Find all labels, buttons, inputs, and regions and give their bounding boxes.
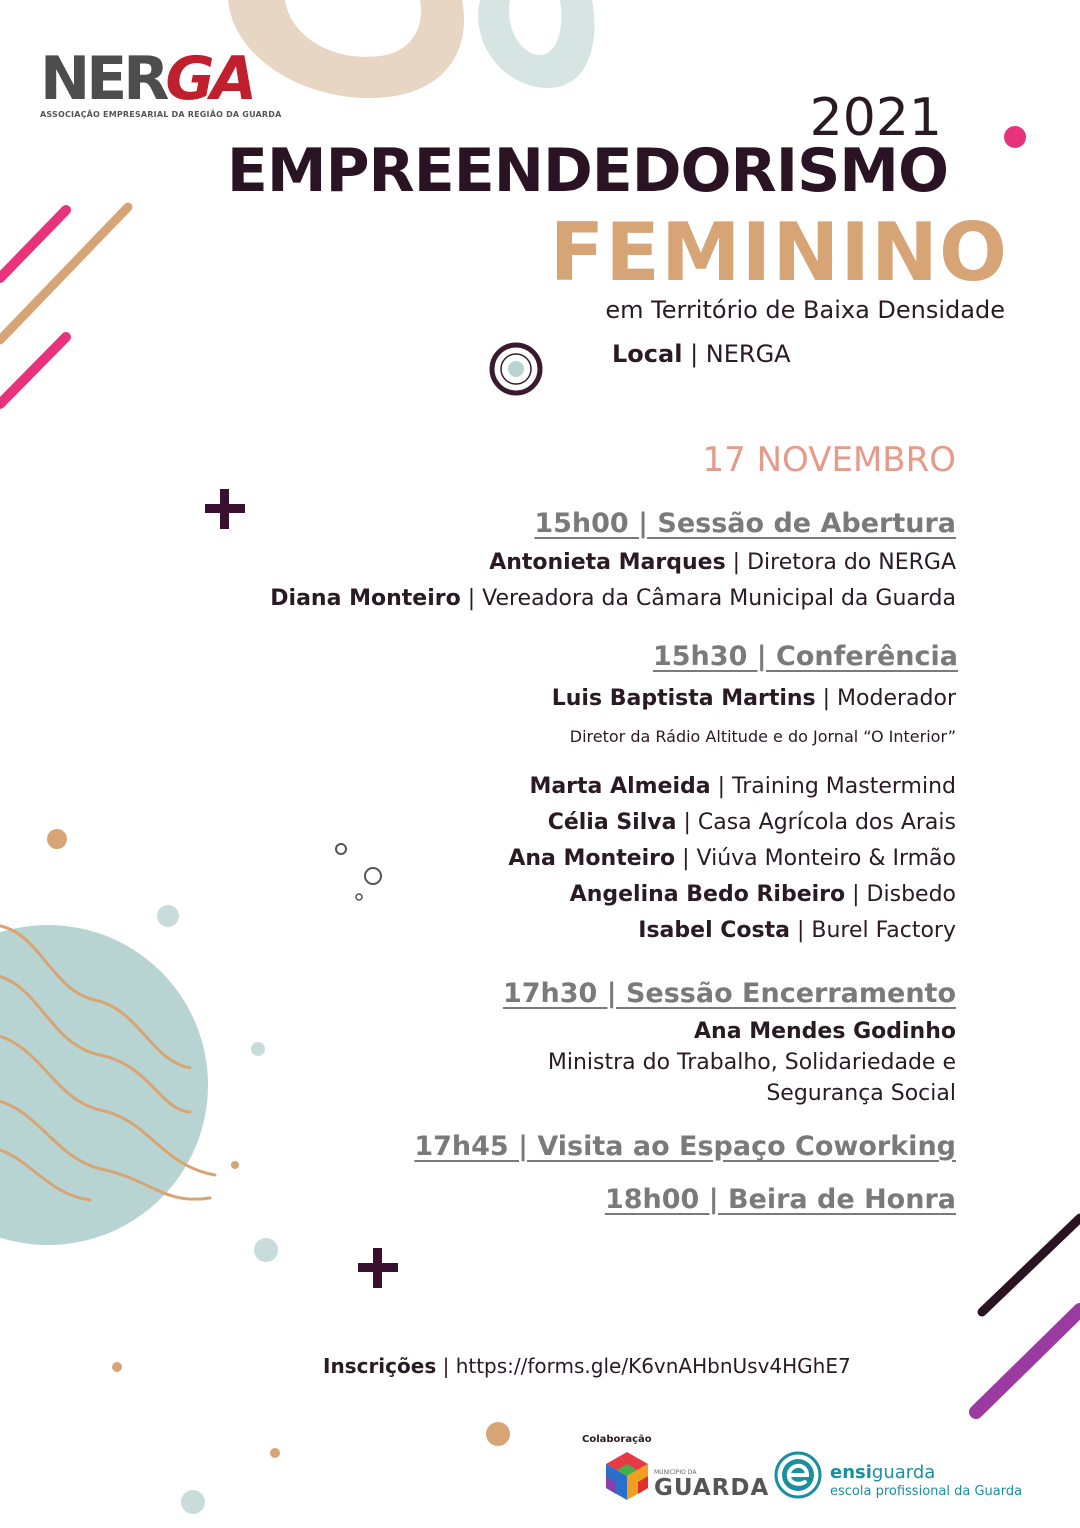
municipio-name: GUARDA xyxy=(654,1475,770,1501)
event-subtitle: em Território de Baixa Densidade xyxy=(605,296,1005,324)
pink-line-2 xyxy=(0,337,66,404)
speaker-line xyxy=(529,774,956,799)
speaker-role: | Moderador xyxy=(815,686,956,711)
speaker-line xyxy=(570,882,956,907)
location-value: NERGA xyxy=(705,340,791,368)
pink-line-1 xyxy=(0,210,66,278)
speaker-line xyxy=(548,810,956,835)
speaker-name: Ana Monteiro xyxy=(508,846,676,871)
speaker-role: | Viúva Monteiro & Irmão xyxy=(675,846,956,871)
session-honor-heading: 18h00 | Beira de Honra xyxy=(604,1184,956,1215)
speaker-line xyxy=(638,918,956,943)
teal-dot-3 xyxy=(254,1238,278,1262)
logo-part2: GA xyxy=(165,44,254,114)
speaker-role: | Disbedo xyxy=(845,882,956,907)
collaboration-label: Colaboração xyxy=(582,1434,652,1445)
logo-part1: NER xyxy=(40,44,166,114)
top-teal-shape xyxy=(478,0,594,88)
registration-link[interactable]: https://forms.gle/K6vnAHbnUsv4HGhE7 xyxy=(455,1354,851,1378)
speaker-role-line2: Segurança Social xyxy=(766,1081,956,1106)
speaker-name: Angelina Bedo Ribeiro xyxy=(569,882,846,907)
top-beige-shape xyxy=(228,0,464,98)
logo-tagline: ASSOCIAÇÃO EMPRESARIAL DA REGIÃO DA GUARDA xyxy=(40,110,282,119)
teal-dot-2 xyxy=(251,1042,265,1056)
municipio-small-text: MUNICÍPIO DA xyxy=(654,1469,697,1476)
municipio-cube-icon xyxy=(602,1450,652,1502)
teal-dot-1 xyxy=(157,905,179,927)
speaker-name: Luis Baptista Martins xyxy=(551,686,816,711)
speaker-line xyxy=(489,550,956,575)
registration-line xyxy=(323,1354,851,1378)
speaker-role: | Training Mastermind xyxy=(710,774,956,799)
session-closing-heading: 17h30 | Sessão Encerramento xyxy=(502,978,956,1009)
plus-icon-bottom xyxy=(358,1248,398,1288)
nerga-logo xyxy=(40,46,253,112)
ensiguarda-logo-icon xyxy=(772,1451,824,1499)
gold-dot-5 xyxy=(270,1448,280,1458)
speaker-role: | Casa Agrícola dos Arais xyxy=(676,810,956,835)
speaker-name: Marta Almeida xyxy=(529,774,711,799)
speaker-role: | Vereadora da Câmara Municipal da Guarda xyxy=(460,586,956,611)
ring-dot xyxy=(508,361,524,377)
speaker-name: Ana Mendes Godinho xyxy=(694,1019,956,1044)
speaker-role: | Burel Factory xyxy=(790,918,956,943)
speaker-name: Diana Monteiro xyxy=(270,586,461,611)
speaker-line xyxy=(270,586,956,611)
gold-dot-1 xyxy=(47,829,67,849)
pink-dot xyxy=(1004,126,1026,148)
violet-line-right xyxy=(976,1310,1080,1412)
session-coworking-heading: 17h45 | Visita ao Espaço Coworking xyxy=(414,1131,956,1162)
moderator-line xyxy=(552,686,956,711)
registration-label: Inscrições xyxy=(323,1354,437,1378)
location-label: Local xyxy=(612,340,683,368)
event-year: 2021 xyxy=(809,88,942,148)
speaker-name: Isabel Costa xyxy=(638,918,790,943)
speaker-name: Antonieta Marques xyxy=(489,550,726,575)
gold-dot-4 xyxy=(486,1422,510,1446)
title-line1: EMPREENDEDORISMO xyxy=(226,136,948,206)
gold-line xyxy=(0,207,128,340)
ensiguarda-description: escola profissional da Guarda xyxy=(830,1484,1023,1499)
ensiguarda-part2: guarda xyxy=(871,1462,936,1483)
session-conference-heading: 15h30 | Conferência xyxy=(652,641,958,672)
speaker-name: Célia Silva xyxy=(547,810,677,835)
plus-icon-top xyxy=(205,489,245,529)
moderator-description: Diretor da Rádio Altitude e do Jornal “O Interior” xyxy=(569,727,956,746)
small-ring-2 xyxy=(365,868,381,884)
ensiguarda-part1: ensi xyxy=(830,1462,872,1483)
event-date: 17 NOVEMBRO xyxy=(702,440,956,480)
speaker-line xyxy=(508,846,956,871)
gold-dot-2 xyxy=(231,1161,239,1169)
title-line2: FEMININO xyxy=(549,206,1008,299)
small-ring-1 xyxy=(336,844,346,854)
event-location xyxy=(612,340,791,368)
dark-line-right xyxy=(982,1218,1080,1312)
ensiguarda-name xyxy=(830,1462,935,1483)
gold-dot-3 xyxy=(112,1362,122,1372)
speaker-role-line1: Ministra do Trabalho, Solidariedade e xyxy=(547,1050,956,1075)
small-ring-3 xyxy=(356,894,362,900)
speaker-line xyxy=(694,1019,956,1044)
speaker-role: | Diretora do NERGA xyxy=(725,550,956,575)
registration-sep: | xyxy=(436,1354,456,1378)
teal-dot-4 xyxy=(181,1490,205,1514)
location-sep: | xyxy=(682,340,706,368)
session-opening-heading: 15h00 | Sessão de Abertura xyxy=(534,508,956,539)
